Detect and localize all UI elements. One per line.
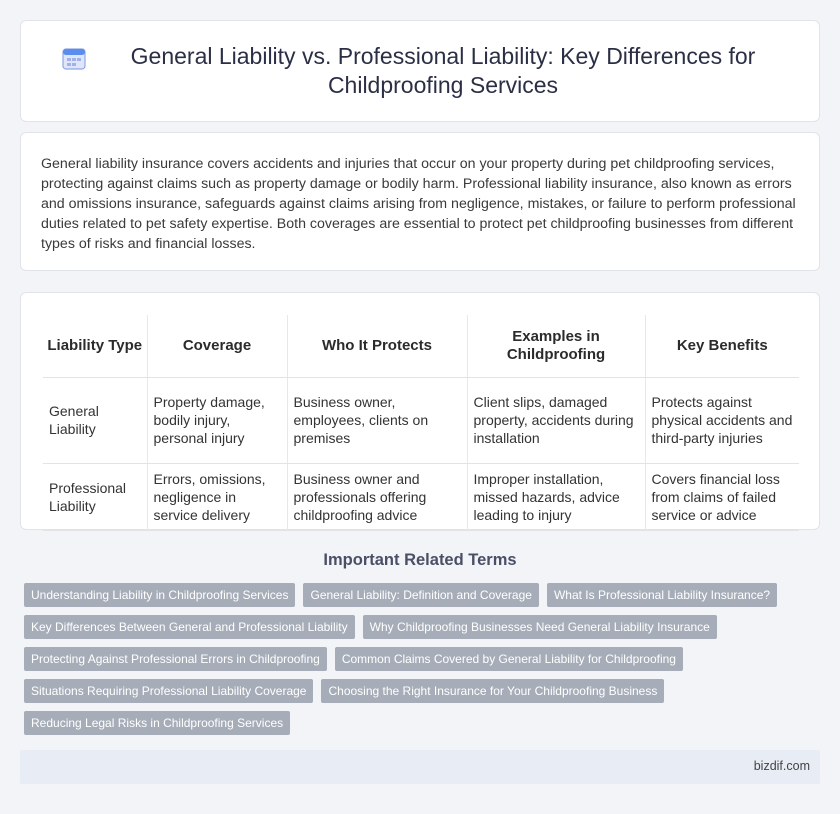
related-term-tag[interactable]: General Liability: Definition and Coverage <box>303 583 538 607</box>
title-card <box>20 20 820 122</box>
table-header-row <box>43 315 799 377</box>
related-term-tag[interactable]: Common Claims Covered by General Liability for Childproofing <box>335 647 683 671</box>
related-terms-tags <box>24 583 824 743</box>
table-cell: Property damage, bodily injury, personal injury <box>147 377 287 463</box>
related-term-tag[interactable]: Understanding Liability in Childproofing Services <box>24 583 295 607</box>
header-liability-type: Liability Type <box>43 315 147 377</box>
tag-row <box>24 583 824 607</box>
table-row <box>43 377 799 463</box>
table-cell: Business owner and professionals offering childproofing advice <box>287 463 467 530</box>
comparison-table <box>43 315 799 531</box>
related-term-tag[interactable]: Key Differences Between General and Professional Liability <box>24 615 355 639</box>
tag-row <box>24 615 824 639</box>
related-term-tag[interactable]: What Is Professional Liability Insurance? <box>547 583 777 607</box>
table-cell: Errors, omissions, negligence in service delivery <box>147 463 287 530</box>
header-key-benefits: Key Benefits <box>645 315 799 377</box>
header-coverage: Coverage <box>147 315 287 377</box>
tag-row <box>24 711 824 735</box>
footer-bar <box>20 750 820 784</box>
tag-row <box>24 647 824 671</box>
page-title: General Liability vs. Professional Liability: Key Differences for Childproofing Services <box>130 43 756 98</box>
related-term-tag[interactable]: Reducing Legal Risks in Childproofing Services <box>24 711 290 735</box>
related-term-tag[interactable]: Protecting Against Professional Errors in Childproofing <box>24 647 327 671</box>
tag-row <box>24 679 824 703</box>
table-cell: Improper installation, missed hazards, advice leading to injury <box>467 463 645 530</box>
related-term-tag[interactable]: Situations Requiring Professional Liability Coverage <box>24 679 313 703</box>
comparison-table-card <box>20 292 820 530</box>
table-cell: Professional Liability <box>43 463 147 530</box>
related-term-tag[interactable]: Choosing the Right Insurance for Your Childproofing Business <box>321 679 664 703</box>
related-term-tag[interactable]: Why Childproofing Businesses Need General Liability Insurance <box>363 615 717 639</box>
title-wrap <box>21 21 819 121</box>
table-cell: General Liability <box>43 377 147 463</box>
intro-card <box>20 132 820 271</box>
table-row <box>43 463 799 530</box>
table-cell: Protects against physical accidents and third-party injuries <box>645 377 799 463</box>
footer-site-link[interactable]: bizdif.com <box>753 759 810 773</box>
table-cell: Business owner, employees, clients on premises <box>287 377 467 463</box>
calendar-icon <box>61 45 87 71</box>
header-examples: Examples in Childproofing <box>467 315 645 377</box>
table-cell: Covers financial loss from claims of failed service or advice <box>645 463 799 530</box>
related-terms-heading: Important Related Terms <box>323 551 517 569</box>
intro-paragraph: General liability insurance covers accidents and injuries that occur on your property during pet childproofing services, protecting against claims such as property damage or bodily harm. Professional liability insurance, also known as errors and omissions insurance, safeguards against claims arising from negligence, mistakes, or failure to perform professional duties related to pet safety expertise. Both coverages are essential to protect pet childproofing businesses from different types of risks and financial losses. <box>41 156 796 252</box>
table-cell: Client slips, damaged property, accidents during installation <box>467 377 645 463</box>
header-who-it-protects: Who It Protects <box>287 315 467 377</box>
